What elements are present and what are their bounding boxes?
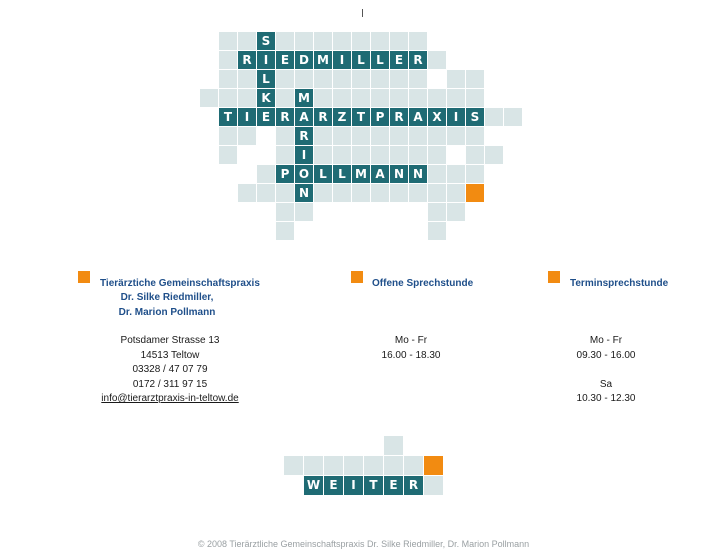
grid-tile: [344, 456, 363, 475]
logo-letter: N: [390, 165, 408, 183]
appointment-consultation-hours: Mo - Fr 09.30 - 16.00 Sa 10.30 - 12.30: [576, 335, 636, 404]
appointment-consultation-title: Terminsprechstunde: [570, 278, 669, 289]
logo-letter: E: [276, 51, 294, 69]
grid-tile: [371, 32, 389, 50]
grid-tile: [428, 89, 446, 107]
grid-tile: [324, 456, 343, 475]
logo-letter: E: [390, 51, 408, 69]
grid-tile: [428, 165, 446, 183]
logo-letter: S: [466, 108, 484, 126]
grid-tile: [485, 108, 503, 126]
grid-tile: [304, 456, 323, 475]
grid-tile: [257, 184, 275, 202]
grid-tile: [504, 108, 522, 126]
logo-letter: I: [447, 108, 465, 126]
phone-landline: 03328 / 47 07 79: [132, 364, 208, 375]
logo-letter: M: [352, 165, 370, 183]
grid-tile: [352, 127, 370, 145]
grid-tile: [333, 89, 351, 107]
grid-tile: [314, 32, 332, 50]
grid-tile: [314, 89, 332, 107]
grid-tile: [284, 456, 303, 475]
grid-tile: [276, 146, 294, 164]
grid-tile: [409, 70, 427, 88]
grid-tile: [333, 32, 351, 50]
grid-tile: [409, 127, 427, 145]
grid-tile: [238, 184, 256, 202]
grid-tile: [333, 184, 351, 202]
logo-letter: N: [295, 184, 313, 202]
grid-tile: [333, 146, 351, 164]
grid-tile: [428, 184, 446, 202]
logo-letter: X: [428, 108, 446, 126]
grid-tile: [295, 203, 313, 221]
grid-tile: [276, 184, 294, 202]
logo-letter: I: [238, 108, 256, 126]
logo-letter: L: [257, 70, 275, 88]
grid-tile: [371, 146, 389, 164]
logo-letter: M: [295, 89, 313, 107]
weiter-letter: E: [324, 476, 343, 495]
grid-tile: [364, 456, 383, 475]
grid-tile: [371, 127, 389, 145]
grid-tile: [257, 165, 275, 183]
grid-tile: [352, 70, 370, 88]
grid-tile: [219, 89, 237, 107]
logo-letter: L: [314, 165, 332, 183]
grid-tile: [447, 184, 465, 202]
logo-letter: I: [295, 146, 313, 164]
weiter-letter: W: [304, 476, 323, 495]
grid-tile: [466, 127, 484, 145]
grid-tile: [409, 89, 427, 107]
grid-tile: [276, 222, 294, 240]
grid-tile: [390, 32, 408, 50]
address-street: Potsdamer Strasse 13: [120, 335, 220, 346]
weiter-letter: R: [404, 476, 423, 495]
grid-tile: [428, 127, 446, 145]
grid-tile: [371, 89, 389, 107]
logo-letter: K: [257, 89, 275, 107]
grid-tile: [485, 146, 503, 164]
logo-letter: O: [295, 165, 313, 183]
grid-tile: [424, 476, 443, 495]
orange-bullet-icon: [351, 271, 363, 283]
grid-tile: [466, 146, 484, 164]
grid-tile: [428, 146, 446, 164]
logo-letter: L: [352, 51, 370, 69]
grid-tile: [276, 32, 294, 50]
orange-tile: [424, 456, 443, 475]
practice-address: [90, 334, 250, 407]
grid-tile: [314, 127, 332, 145]
grid-tile: [352, 32, 370, 50]
grid-tile: [384, 436, 403, 455]
grid-tile: [238, 32, 256, 50]
logo-letter: S: [257, 32, 275, 50]
grid-tile: [371, 184, 389, 202]
logo-letter: A: [371, 165, 389, 183]
grid-tile: [238, 70, 256, 88]
logo-letter: L: [333, 165, 351, 183]
open-consultation-hours: Mo - Fr 16.00 - 18.30: [381, 335, 441, 361]
grid-tile: [219, 32, 237, 50]
grid-tile: [200, 89, 218, 107]
grid-tile: [390, 89, 408, 107]
grid-tile: [276, 127, 294, 145]
logo-letter: T: [352, 108, 370, 126]
email-link[interactable]: info@tierarztpraxis-in-teltow.de: [101, 393, 239, 404]
phone-mobile: 0172 / 311 97 15: [132, 378, 208, 390]
weiter-letter: I: [344, 476, 363, 495]
grid-tile: [428, 222, 446, 240]
logo-letter: R: [390, 108, 408, 126]
grid-tile: [238, 89, 256, 107]
logo-letter: R: [409, 51, 427, 69]
open-consultation-title: Offene Sprechstunde: [372, 278, 474, 289]
logo-letter: L: [371, 51, 389, 69]
grid-tile: [295, 32, 313, 50]
grid-tile: [333, 70, 351, 88]
grid-tile: [447, 70, 465, 88]
grid-tile: [352, 146, 370, 164]
grid-tile: [352, 89, 370, 107]
logo-letter: R: [238, 51, 256, 69]
grid-tile: [447, 203, 465, 221]
grid-tile: [219, 127, 237, 145]
grid-tile: [390, 70, 408, 88]
logo-letter: T: [219, 108, 237, 126]
grid-tile: [371, 70, 389, 88]
logo-letter: P: [276, 165, 294, 183]
logo-letter: M: [314, 51, 332, 69]
logo-letter: I: [333, 51, 351, 69]
practice-title: Tierärztiche Gemeinschaftspraxis: [100, 278, 260, 289]
grid-tile: [333, 127, 351, 145]
logo-letter: N: [409, 165, 427, 183]
grid-tile: [219, 146, 237, 164]
grid-tile: [314, 70, 332, 88]
grid-tile: [390, 146, 408, 164]
logo-letter: P: [371, 108, 389, 126]
grid-tile: [428, 51, 446, 69]
address-city: 14513 Teltow: [140, 349, 200, 361]
logo-letter: R: [276, 108, 294, 126]
grid-tile: [404, 456, 423, 475]
practice-doctor-2: Dr. Marion Pollmann: [118, 307, 216, 318]
grid-tile: [447, 127, 465, 145]
logo-letter: D: [295, 51, 313, 69]
orange-bullet-icon: [78, 271, 90, 283]
grid-tile: [276, 70, 294, 88]
logo-letter: A: [295, 108, 313, 126]
weiter-letter: E: [384, 476, 403, 495]
orange-bullet-icon: [548, 271, 560, 283]
orange-tile: [466, 184, 484, 202]
grid-tile: [276, 203, 294, 221]
logo-letter: I: [257, 51, 275, 69]
grid-tile: [466, 89, 484, 107]
grid-tile: [428, 203, 446, 221]
footer-copyright: © 2008 Tierärztliche Gemeinschaftspraxis Dr. Silke Riedmiller, Dr. Marion Pollmann: [197, 539, 530, 549]
grid-tile: [295, 70, 313, 88]
grid-tile: [219, 70, 237, 88]
grid-tile: [447, 165, 465, 183]
logo-letter: A: [409, 108, 427, 126]
logo-letter: E: [257, 108, 275, 126]
grid-tile: [390, 184, 408, 202]
grid-tile: [276, 89, 294, 107]
grid-tile: [238, 127, 256, 145]
top-mark: [362, 9, 363, 17]
grid-tile: [466, 70, 484, 88]
grid-tile: [219, 51, 237, 69]
grid-tile: [447, 89, 465, 107]
grid-tile: [409, 32, 427, 50]
grid-tile: [314, 146, 332, 164]
weiter-letter: T: [364, 476, 383, 495]
grid-tile: [466, 165, 484, 183]
grid-tile: [390, 127, 408, 145]
logo-letter: R: [295, 127, 313, 145]
logo-letter: Z: [333, 108, 351, 126]
grid-tile: [314, 184, 332, 202]
grid-tile: [352, 184, 370, 202]
logo-letter: R: [314, 108, 332, 126]
practice-doctor-1: Dr. Silke Riedmiller,: [120, 292, 214, 303]
grid-tile: [409, 146, 427, 164]
grid-tile: [384, 456, 403, 475]
grid-tile: [409, 184, 427, 202]
